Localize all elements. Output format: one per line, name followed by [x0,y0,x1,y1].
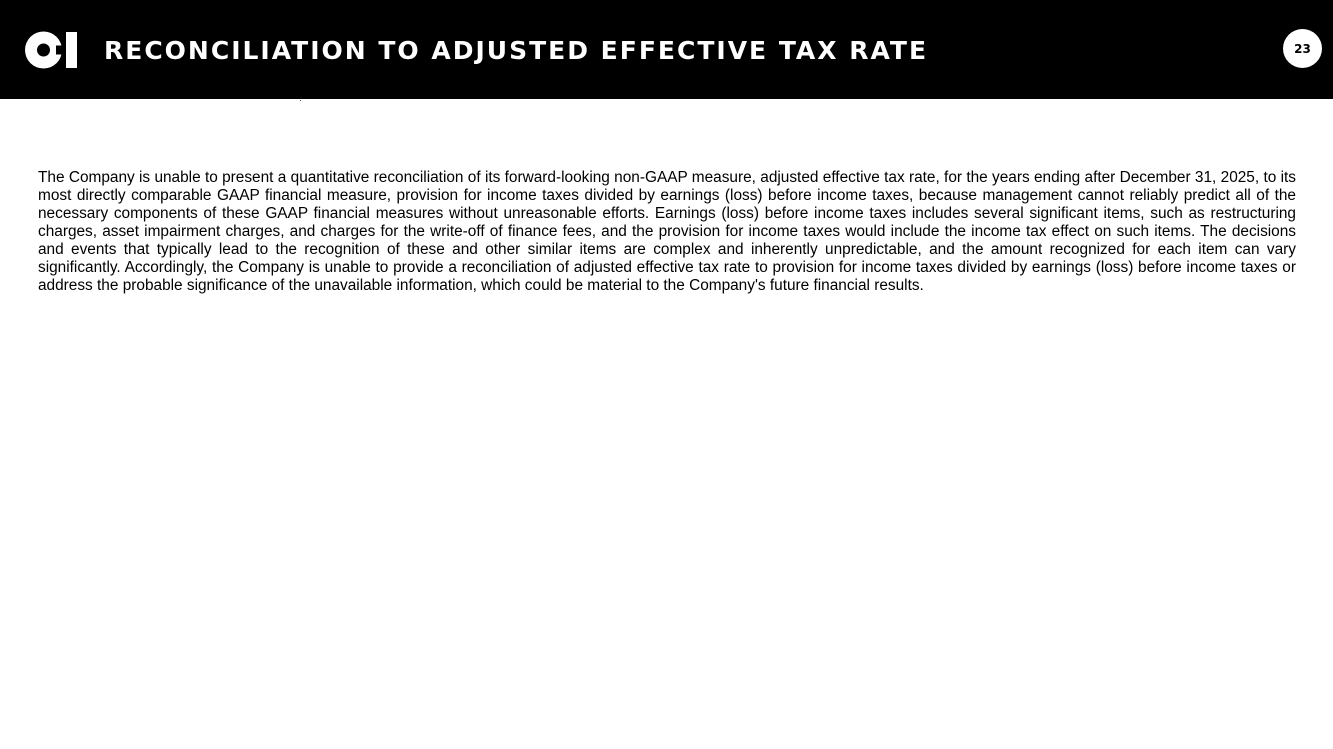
oi-logo-icon [25,31,79,69]
page-title: RECONCILIATION TO ADJUSTED EFFECTIVE TAX RATE [104,36,929,65]
body-paragraph: The Company is unable to present a quantitative reconciliation of its forward-looking non-GAAP measure, adjusted effective tax rate, for the years ending after December 31, 2025, to its most directly comparable GAAP financial measure, provision for income taxes divided by earnings (loss) before income taxes, because management cannot reliably predict all of the necessary components of these GAAP financial measures without unreasonable efforts. Earnings (loss) before income taxes includes several significant items, such as restructuring charges, asset impairment charges, and charges for the write-off of finance fees, and the provision for income taxes would include the income tax effect on such items. The decisions and events that typically lead to the recognition of these and other similar items are complex and inherently unpredictable, and the amount recognized for each item can vary significantly. Accordingly, the Company is unable to provide a reconciliation of adjusted effective tax rate to provision for income taxes divided by earnings (loss) before income taxes or address the probable significance of the unavailable information, which could be material to the Company's future financial results. [38,169,1296,294]
decorative-dot [300,100,301,101]
header-bar [0,0,1333,99]
page-number-badge: 23 [1283,29,1322,68]
